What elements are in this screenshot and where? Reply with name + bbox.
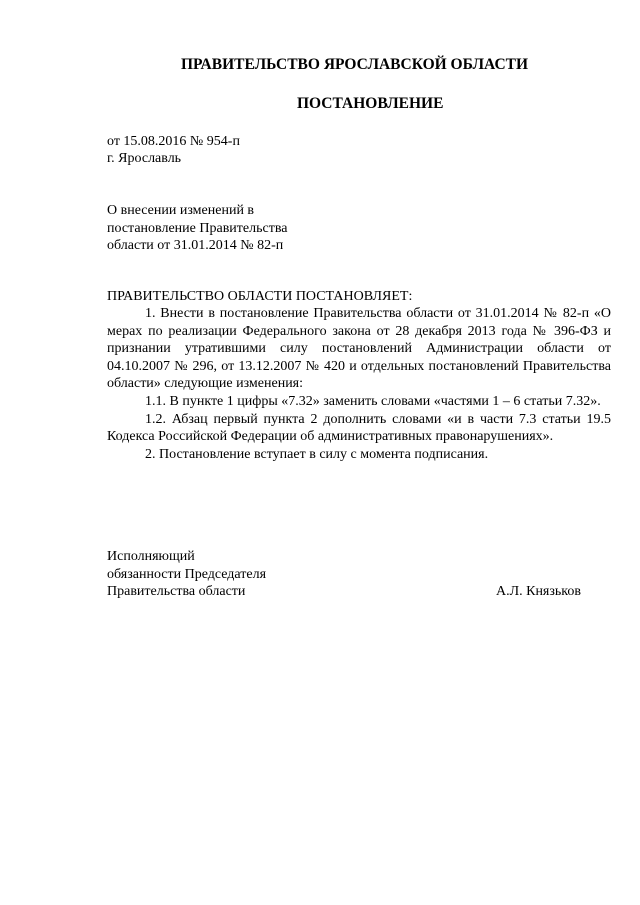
signatory-position [107,548,266,601]
subject-line: постановление Правительства [107,220,288,236]
signatory-name: А.Л. Князьков [496,584,581,599]
signatory-position-line: Исполняющий [107,549,195,564]
document-date-number: от 15.08.2016 № 954-п [107,134,240,149]
signatory-position-line: обязанности Председателя [107,566,267,582]
decree-line: ПРАВИТЕЛЬСТВО ОБЛАСТИ ПОСТАНОВЛЯЕТ: [107,289,413,304]
government-header: ПРАВИТЕЛЬСТВО ЯРОСЛАВСКОЙ ОБЛАСТИ [181,56,529,73]
paragraph-1: 1. Внести в постановление Правительства области от 31.01.2014 № 82-п «О мерах по реализации Федерального закона от 28 декабря 2013 года № 396-ФЗ и признании утратившими силу постановлений Администрации области от 04.10.2007 № 296, от 13.12.2007 № 420 и отдельных постановлений Правительства области» следующие изменения: [107,306,611,392]
document-subject [107,202,287,255]
document-type-title: ПОСТАНОВЛЕНИЕ [297,95,444,112]
paragraph-1-1: 1.1. В пункте 1 цифры «7.32» заменить словами «частями 1 – 6 статьи 7.32». [145,393,601,409]
paragraph-2: 2. Постановление вступает в силу с момента подписания. [145,446,489,462]
subject-line: области от 31.01.2014 № 82-п [107,238,284,253]
paragraph-1-2: 1.2. Абзац первый пункта 2 дополнить словами «и в части 7.3 статьи 19.5 Кодекса Российской Федерации об административных правонарушениях». [107,411,611,445]
subject-line: О внесении изменений в [107,203,255,218]
document-city: г. Ярославль [107,151,182,166]
signatory-position-line: Правительства области [107,584,246,599]
document-body [107,305,611,463]
